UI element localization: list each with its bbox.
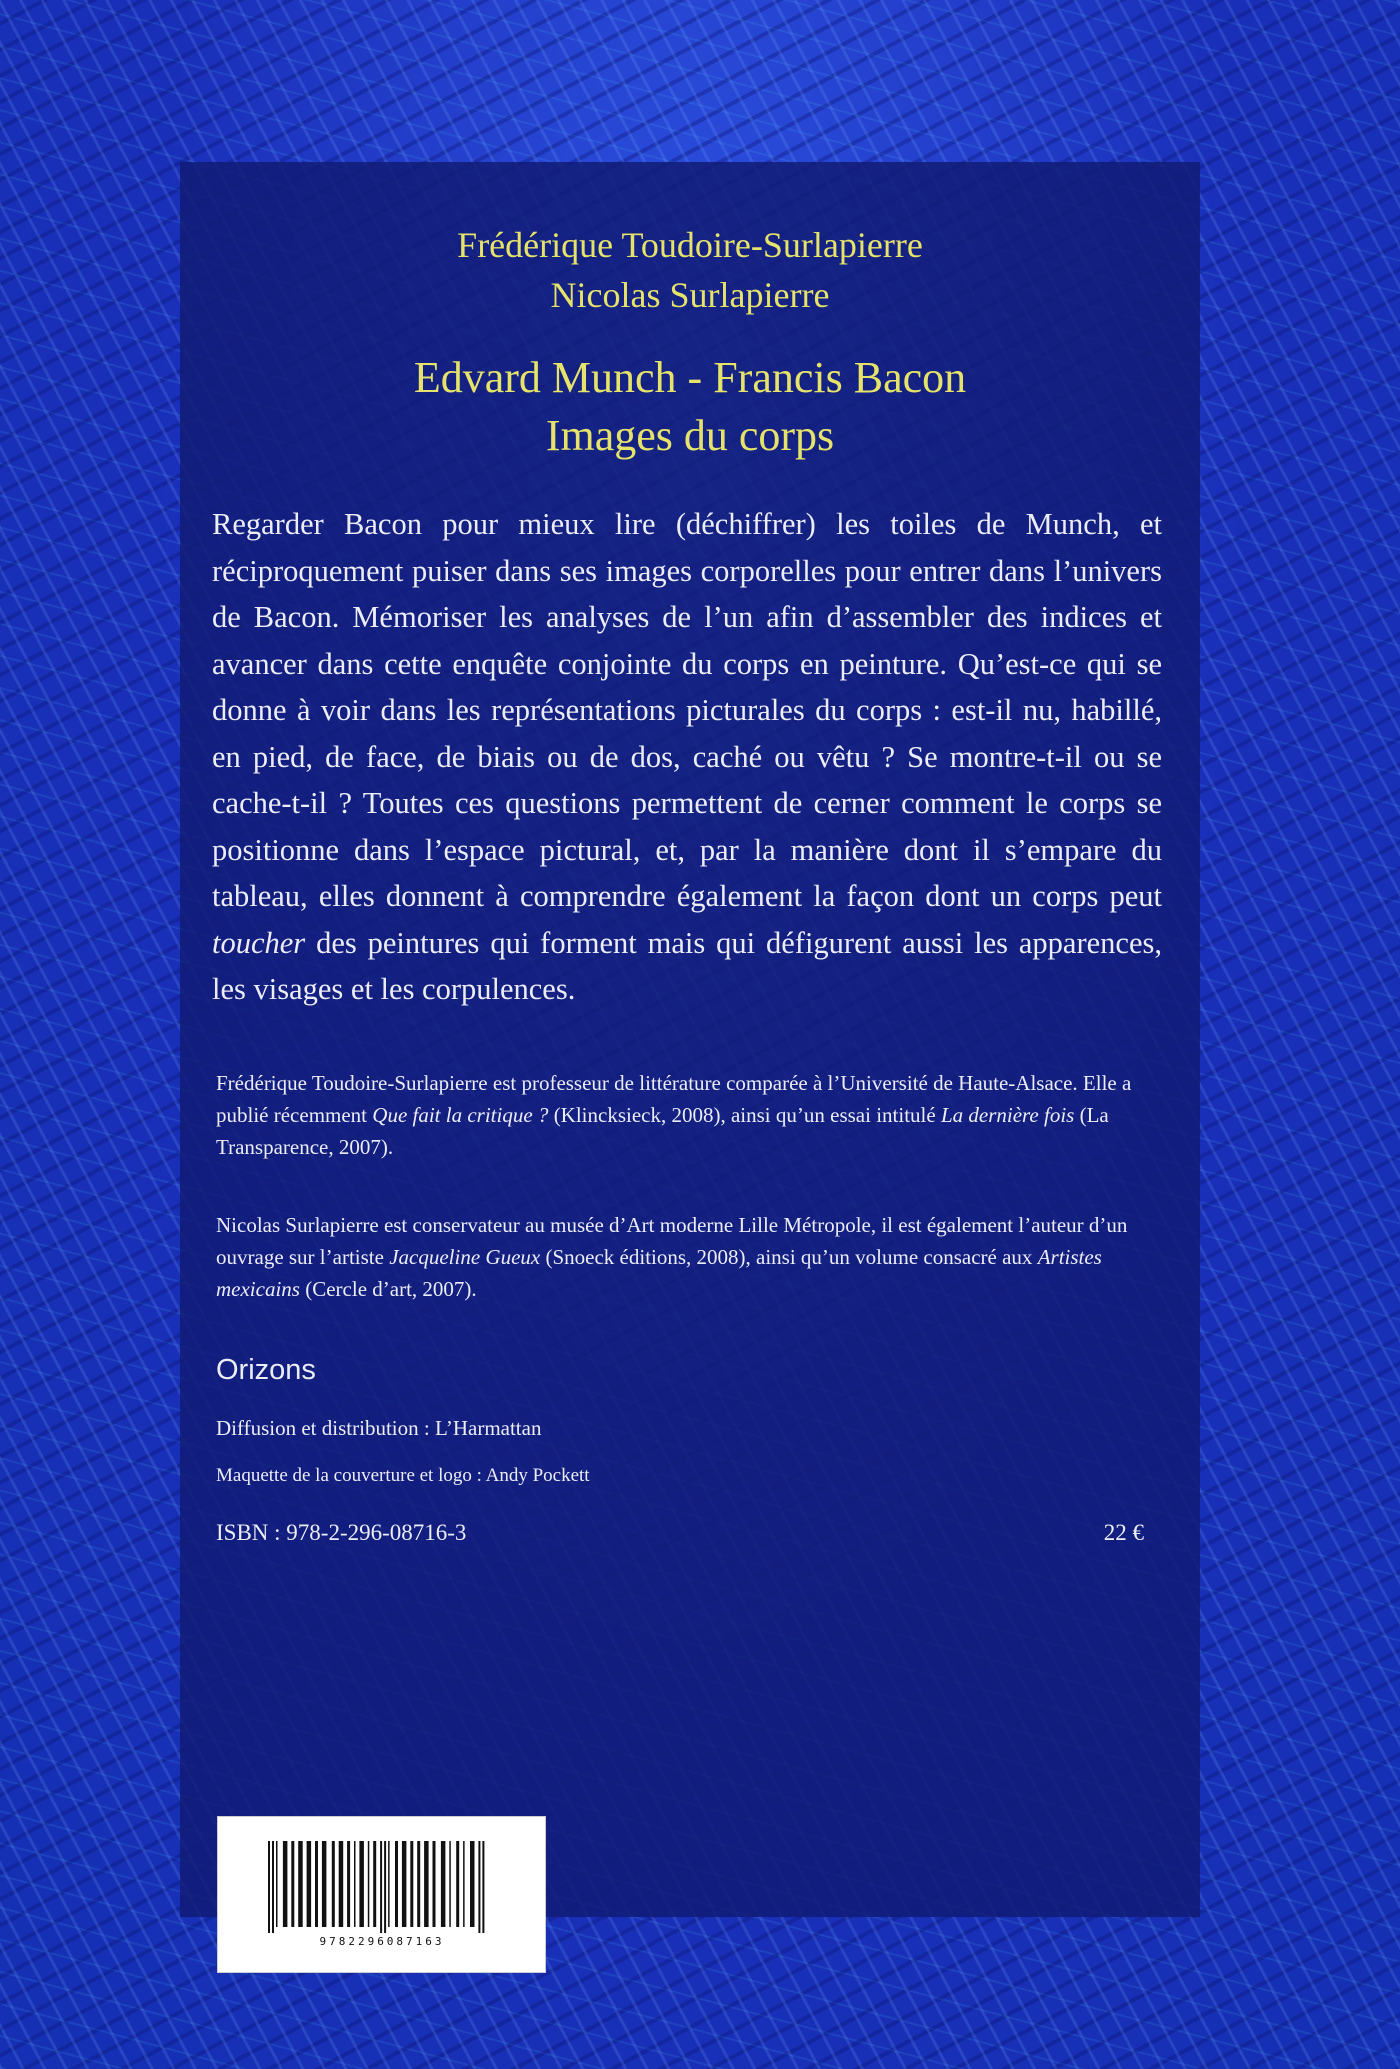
barcode-bar	[463, 1841, 465, 1927]
price: 22 €	[1103, 1520, 1144, 1545]
barcode-bar	[482, 1841, 484, 1933]
barcode-bar	[384, 1841, 386, 1933]
publisher-name: Orizons	[216, 1354, 316, 1386]
barcode-bar	[268, 1841, 270, 1933]
barcode-bar	[456, 1841, 459, 1927]
blurb-text-2: des peintures qui forment mais qui défigurent aussi les apparences, les visages et les corpulences.	[212, 925, 1162, 1006]
bio1-text-c: (La Transparence, 2007).	[216, 1103, 1109, 1159]
barcode-bar	[368, 1841, 370, 1927]
barcode-bar	[347, 1841, 350, 1927]
bio1-italic-2: La dernière fois	[940, 1103, 1075, 1127]
author-1: Frédérique Toudoire-Surlapierre	[457, 225, 923, 265]
barcode-digits: 9782296087163	[319, 1935, 445, 1948]
barcode-bar	[410, 1841, 413, 1927]
blurb-text-1: Regarder Bacon pour mieux lire (déchiffrer) les toiles de Munch, et réciproquement puiser dans ses images corporelles pour entrer dans l’univers de Bacon. Mémoriser les analyses de l’un afin d’assembler des indices et avancer dans cette enquête conjointe du corps en peinture. Qu’est-ce qui se donne à voir dans les représentations picturales du corps : est-il nu, habillé, en pied, de face, de biais ou de dos, caché ou vêtu ? Se montre-t-il ou se cache-t-il ? Toutes ces questions permettent de cerner comment le corps se positionne dans l’espace pictural, et, par la manière dont il s’empare du tableau, elles donnent à comprendre également la façon dont un corps peut	[212, 507, 1162, 913]
barcode-bar	[283, 1841, 288, 1927]
bio2-italic-2: Artistes mexicains	[216, 1245, 1102, 1301]
barcode-bar	[359, 1841, 364, 1927]
barcode-bar	[388, 1841, 390, 1927]
barcode-bar	[478, 1841, 480, 1933]
bio2-italic-1: Jacqueline Gueux	[389, 1245, 541, 1269]
barcode-bar	[298, 1841, 303, 1927]
isbn: ISBN : 978-2-296-08716-3	[216, 1520, 467, 1545]
bio1-text-a: Frédérique Toudoire-Surlapierre est professeur de littérature comparée à l’Université de Haute-Alsace. Elle a publié récemment	[216, 1071, 1132, 1127]
bio2-text-c: (Cercle d’art, 2007).	[299, 1277, 477, 1301]
barcode-bar	[322, 1841, 327, 1927]
barcode-bar	[339, 1841, 344, 1927]
blurb-paragraph	[212, 501, 1162, 1013]
title-line-1: Edvard Munch - Francis Bacon	[413, 353, 967, 402]
bio1-italic-1: Que fait la critique ?	[372, 1103, 549, 1127]
bio2-text-a: Nicolas Surlapierre est conservateur au musée d’Art moderne Lille Métropole, il est également l’auteur d’un ouvrage sur l’artiste	[216, 1213, 1128, 1269]
barcode	[217, 1816, 546, 1973]
barcode-bar	[291, 1841, 294, 1927]
barcode-bar	[354, 1841, 356, 1927]
barcode-bar	[470, 1841, 475, 1927]
book-title	[180, 349, 1200, 465]
barcode-graphic	[266, 1841, 498, 1949]
distribution-line: Diffusion et distribution : L’Harmattan	[216, 1416, 542, 1440]
barcode-bar	[417, 1841, 420, 1927]
barcode-bar	[276, 1841, 278, 1927]
barcode-bar	[395, 1841, 398, 1927]
bio2-text-b: (Snoeck éditions, 2008), ainsi qu’un volume consacré aux	[540, 1245, 1038, 1269]
barcode-bar	[433, 1841, 436, 1927]
barcode-bar	[272, 1841, 274, 1933]
author-names	[180, 220, 1200, 320]
barcode-bar	[402, 1841, 407, 1927]
barcode-bar	[315, 1841, 318, 1927]
barcode-bar	[307, 1841, 312, 1927]
cover-design-credit: Maquette de la couverture et logo : Andy Pockett	[216, 1465, 590, 1486]
text-panel	[180, 162, 1200, 1948]
barcode-bar	[380, 1841, 382, 1933]
title-line-2: Images du corps	[545, 411, 835, 460]
bio1-text-b: (Klincksieck, 2008), ainsi qu’un essai intitulé	[548, 1103, 941, 1127]
barcode-bar	[332, 1841, 335, 1927]
blurb-italic: toucher	[212, 925, 306, 960]
author-bio-1	[216, 1067, 1171, 1163]
barcode-bar	[441, 1841, 446, 1927]
barcode-bar	[449, 1841, 451, 1927]
barcode-bar	[373, 1841, 376, 1927]
barcode-bar	[424, 1841, 429, 1927]
author-2: Nicolas Surlapierre	[550, 275, 830, 315]
author-bio-2	[216, 1209, 1171, 1305]
